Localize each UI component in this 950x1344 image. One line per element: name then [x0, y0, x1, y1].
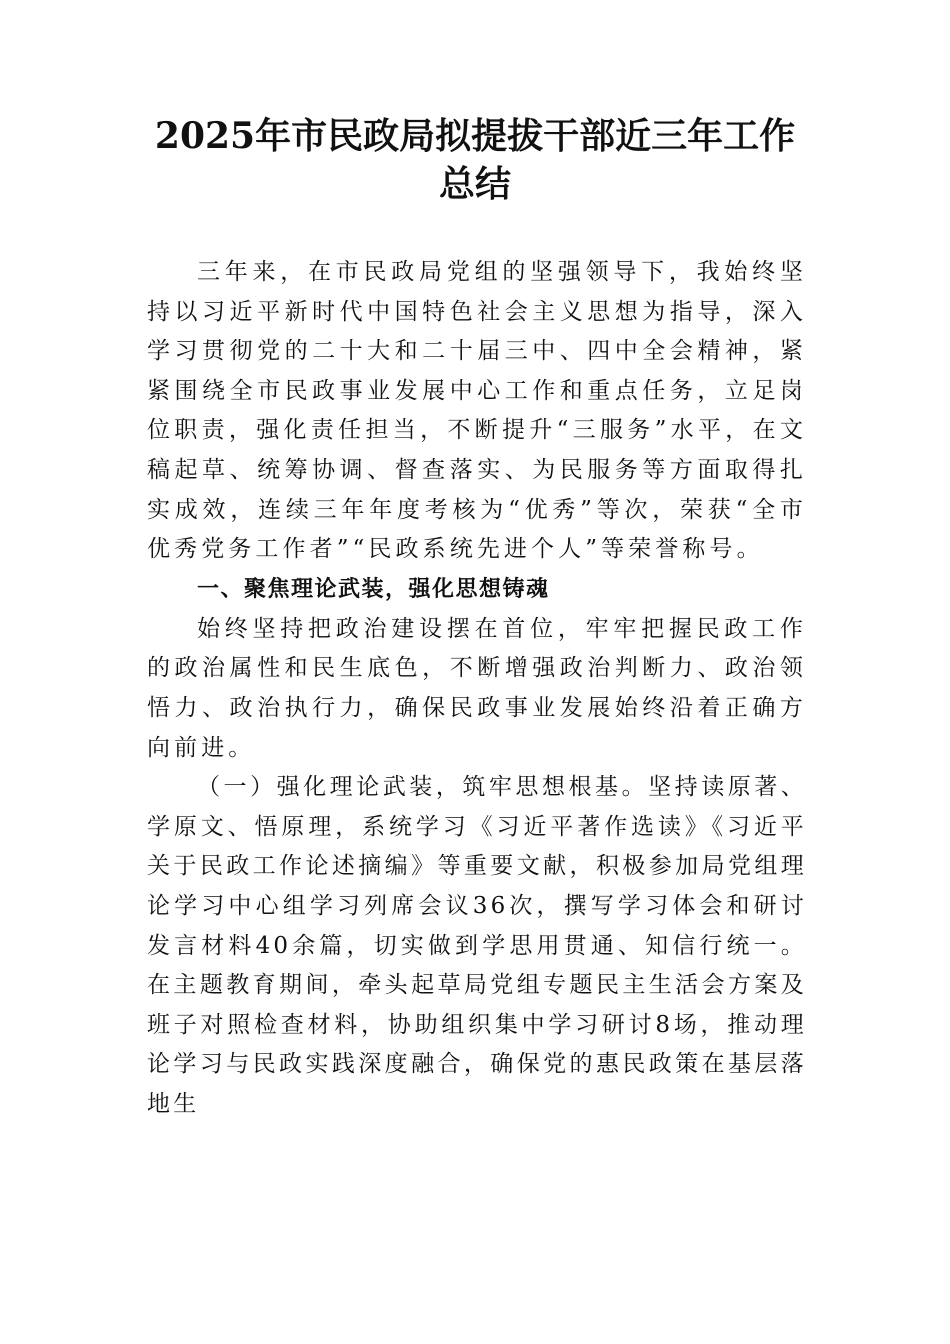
document-body	[147, 253, 807, 1124]
document-title: 2025年市民政局拟提拔干部近三年工作总结	[154, 115, 796, 205]
intro-paragraph: 三年来，在市民政局党组的坚强领导下，我始终坚持以习近平新时代中国特色社会主义思想为指导，深入学习贯彻党的二十大和二十届三中、四中全会精神，紧紧围绕全市民政事业发展中心工作和重点任务，立足岗位职责，强化责任担当，不断提升“三服务”水平，在文稿起草、统筹协调、督查落实、为民服务等方面取得扎实成效，连续三年年度考核为“优秀”等次，荣获“全市优秀党务工作者”“民政系统先进个人”等荣誉称号。	[147, 259, 807, 563]
subsection-1-text: 坚持读原著、学原文、悟原理，系统学习《习近平著作选读》《习近平关于民政工作论述摘编》等重要文献，积极参加局党组理论学习中心组学习列席会议36次，撰写学习体会和研讨发言材料40余篇，切实做到学思用贯通、知信行统一。在主题教育期间，牵头起草局党组专题民主生活会方案及班子对照检查材料，协助组织集中学习研讨8场，推动理论学习与民政实践深度融合，确保党的惠民政策在基层落地生	[147, 774, 808, 1117]
section-1-heading: 一、聚焦理论武装，强化思想铸魂	[197, 576, 550, 602]
section-1-paragraph: 始终坚持把政治建设摆在首位，牢牢把握民政工作的政治属性和民生底色，不断增强政治判断力、政治领悟力、政治执行力，确保民政事业发展始终沿着正确方向前进。	[147, 615, 807, 761]
subsection-1-lead: （一）强化理论武装，筑牢思想根基。	[197, 774, 649, 801]
subsection-1-paragraph	[147, 768, 807, 1124]
